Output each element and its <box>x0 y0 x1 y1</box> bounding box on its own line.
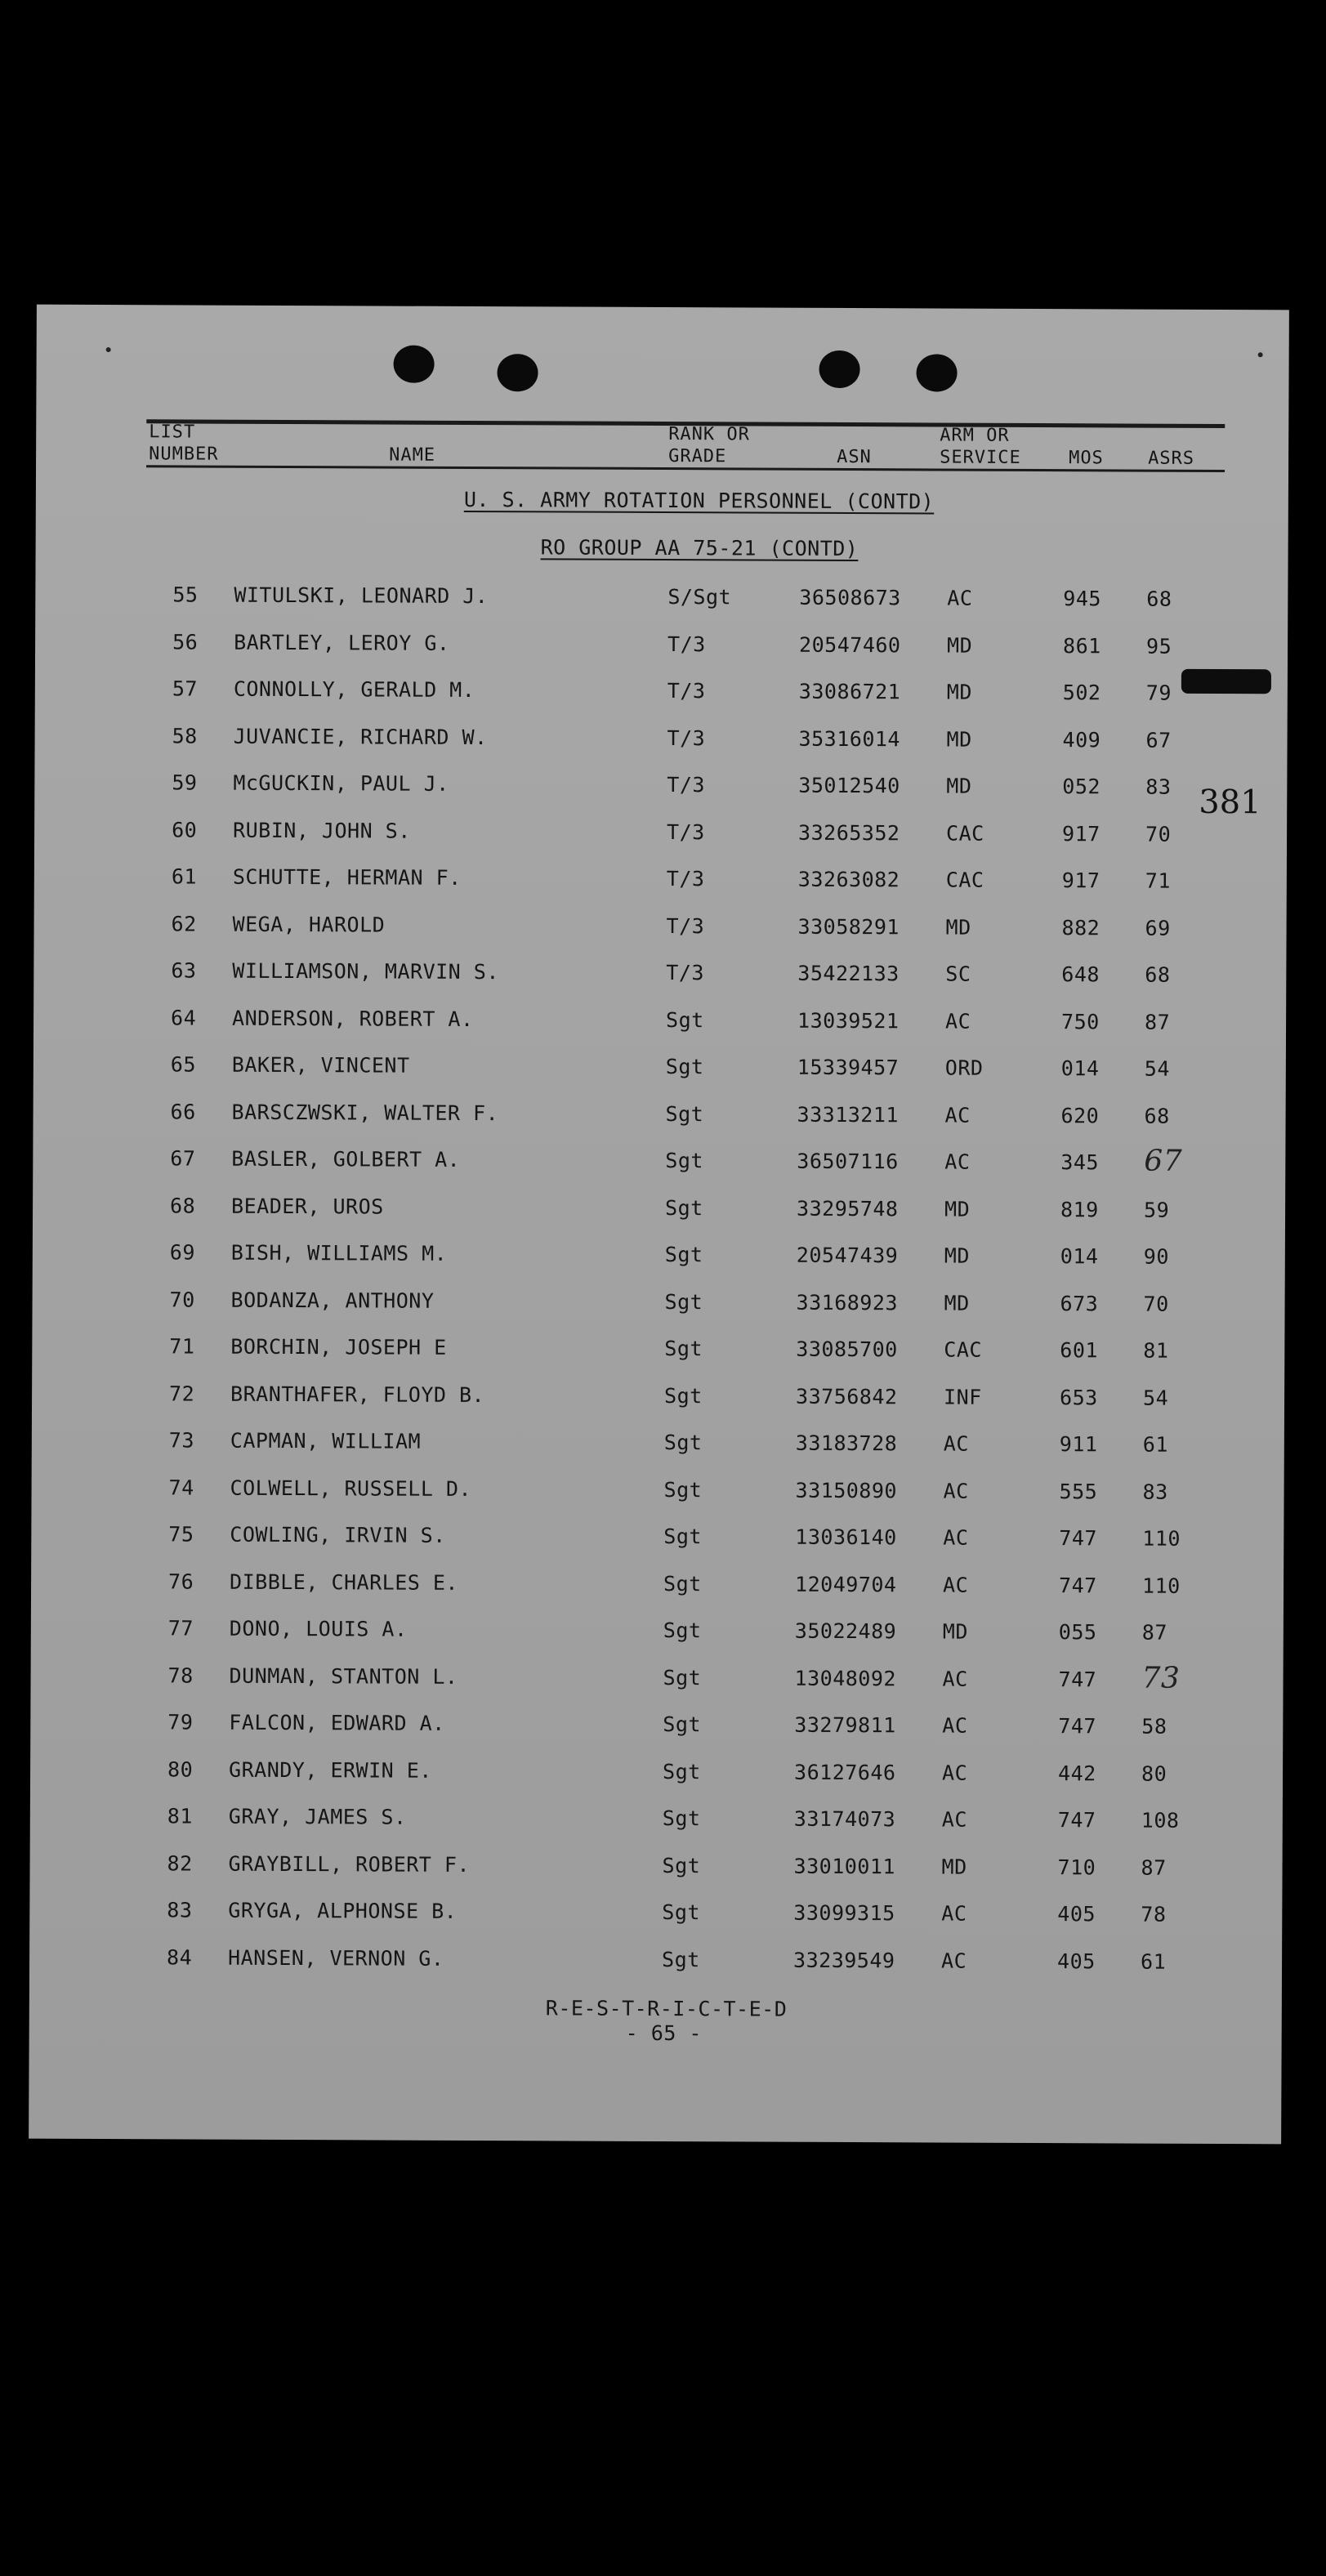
cell-rank-grade: T/3 <box>666 913 705 938</box>
table-row <box>29 1898 1282 1950</box>
cell-person-name: DIBBLE, CHARLES E. <box>230 1569 459 1595</box>
cell-list-number: 64 <box>171 1005 197 1030</box>
table-row <box>31 1569 1284 1621</box>
cell-asn: 33086721 <box>798 679 901 704</box>
cell-asn: 33263082 <box>797 867 900 892</box>
cell-arm-service: AC <box>941 1807 967 1832</box>
cell-person-name: RUBIN, JOHN S. <box>233 818 411 843</box>
cell-person-name: JUVANCIE, RICHARD W. <box>233 724 488 749</box>
cell-person-name: WITULSKI, LEONARD J. <box>234 583 489 609</box>
cell-asrs: 80 <box>1141 1761 1168 1786</box>
cell-asn: 33085700 <box>796 1337 898 1362</box>
cell-list-number: 66 <box>170 1099 196 1124</box>
cell-mos: 819 <box>1060 1197 1099 1221</box>
cell-asrs: 110 <box>1142 1526 1181 1551</box>
speck <box>106 347 111 352</box>
table-row <box>34 770 1287 823</box>
cell-list-number: 71 <box>169 1334 195 1359</box>
cell-rank-grade: T/3 <box>667 725 706 750</box>
cell-person-name: WILLIAMSON, MARVIN S. <box>232 958 499 984</box>
cell-asrs: 67 <box>1144 1144 1183 1178</box>
cell-asrs: 83 <box>1142 1480 1168 1504</box>
cell-asn: 33168923 <box>796 1290 899 1315</box>
cell-arm-service: AC <box>943 1573 969 1597</box>
cell-arm-service: AC <box>942 1761 968 1785</box>
cell-rank-grade: Sgt <box>662 1806 701 1831</box>
cell-mos: 502 <box>1062 681 1101 705</box>
cell-mos: 917 <box>1061 868 1101 893</box>
cell-arm-service: MD <box>944 1243 971 1268</box>
cell-arm-service: AC <box>941 1949 967 1973</box>
cell-rank-grade: Sgt <box>664 1383 703 1408</box>
cell-mos: 747 <box>1059 1573 1097 1597</box>
cell-asrs: 110 <box>1142 1574 1181 1598</box>
punch-hole <box>916 354 957 391</box>
cell-person-name: BARTLEY, LEROY G. <box>234 630 450 655</box>
cell-list-number: 78 <box>167 1663 194 1688</box>
cell-arm-service: AC <box>942 1713 968 1738</box>
cell-mos: 945 <box>1063 587 1102 611</box>
cell-rank-grade: Sgt <box>662 1900 701 1925</box>
cell-asrs: 61 <box>1141 1949 1167 1974</box>
cell-mos: 405 <box>1057 1902 1096 1926</box>
cell-asrs: 54 <box>1143 1386 1169 1410</box>
cell-asrs: 58 <box>1141 1714 1168 1739</box>
cell-arm-service: CAC <box>945 868 984 892</box>
cell-asn: 33279811 <box>794 1712 896 1738</box>
classification-footer: R-E-S-T-R-I-C-T-E-D <box>545 1996 788 2021</box>
cell-arm-service: MD <box>944 1197 971 1221</box>
cell-mos: 882 <box>1061 915 1101 940</box>
cell-mos: 917 <box>1062 821 1101 846</box>
table-row <box>34 723 1287 775</box>
cell-list-number: 57 <box>172 676 199 701</box>
cell-asn: 33756842 <box>796 1384 898 1409</box>
cell-asrs: 87 <box>1145 1010 1171 1034</box>
cell-mos: 653 <box>1060 1385 1098 1409</box>
cell-arm-service: INF <box>944 1385 982 1409</box>
cell-person-name: DUNMAN, STANTON L. <box>229 1663 458 1689</box>
cell-person-name: GRANDY, ERWIN E. <box>229 1757 432 1783</box>
page-subtitle: RO GROUP AA 75-21 (CONTD) <box>540 535 859 561</box>
header-name: NAME <box>389 444 436 466</box>
cell-arm-service: AC <box>941 1901 967 1926</box>
cell-list-number: 76 <box>168 1569 194 1594</box>
cell-arm-service: MD <box>946 680 973 704</box>
cell-asrs: 54 <box>1144 1056 1171 1081</box>
cell-list-number: 60 <box>172 817 198 842</box>
cell-asn: 13039521 <box>797 1008 900 1033</box>
table-row <box>33 911 1286 963</box>
cell-mos: 014 <box>1060 1244 1099 1269</box>
table-row <box>31 1616 1284 1668</box>
cell-person-name: WEGA, HAROLD <box>232 912 386 937</box>
cell-asrs: 70 <box>1143 1292 1169 1316</box>
cell-asrs: 87 <box>1141 1620 1168 1645</box>
table-row <box>29 1944 1282 1997</box>
cell-arm-service: AC <box>947 586 973 610</box>
cell-asn: 33295748 <box>797 1196 899 1221</box>
cell-asrs: 59 <box>1144 1198 1170 1222</box>
cell-mos: 052 <box>1062 775 1101 799</box>
cell-rank-grade: Sgt <box>662 1947 700 1971</box>
table-row <box>34 864 1287 917</box>
cell-person-name: COWLING, IRVIN S. <box>230 1522 446 1547</box>
cell-mos: 750 <box>1061 1009 1100 1034</box>
cell-asn: 13048092 <box>794 1666 897 1690</box>
cell-rank-grade: Sgt <box>663 1477 703 1502</box>
cell-list-number: 55 <box>172 583 199 607</box>
cell-list-number: 77 <box>167 1616 194 1641</box>
table-row <box>31 1475 1284 1527</box>
cell-arm-service: MD <box>942 1619 969 1644</box>
cell-asrs: 87 <box>1141 1855 1167 1880</box>
cell-rank-grade: Sgt <box>663 1712 702 1737</box>
cell-arm-service: AC <box>943 1525 969 1550</box>
cell-rank-grade: T/3 <box>666 961 705 985</box>
table-row <box>34 817 1287 869</box>
cell-rank-grade: T/3 <box>667 632 706 656</box>
table-row <box>31 1522 1284 1574</box>
cell-asn: 33265352 <box>798 820 900 845</box>
cell-list-number: 70 <box>169 1287 195 1312</box>
cell-arm-service: AC <box>944 1150 971 1174</box>
cell-rank-grade: T/3 <box>667 819 705 844</box>
cell-rank-grade: Sgt <box>665 1055 704 1079</box>
cell-mos: 747 <box>1057 1808 1096 1833</box>
table-row <box>32 1428 1284 1480</box>
cell-asrs: 70 <box>1145 822 1172 846</box>
cell-person-name: GRAY, JAMES S. <box>228 1804 407 1829</box>
cell-rank-grade: T/3 <box>666 867 705 891</box>
cell-arm-service: AC <box>944 1103 971 1127</box>
cell-asn: 12049704 <box>795 1572 897 1596</box>
cell-person-name: BRANTHAFER, FLOYD B. <box>230 1382 485 1407</box>
cell-mos: 620 <box>1060 1103 1100 1127</box>
cell-asrs: 68 <box>1146 587 1172 611</box>
margin-note: 381 <box>1199 783 1261 822</box>
cell-asn: 33010011 <box>793 1854 896 1878</box>
cell-asrs: 90 <box>1143 1244 1170 1269</box>
cell-mos: 014 <box>1060 1056 1100 1081</box>
cell-rank-grade: Sgt <box>663 1571 702 1596</box>
cell-person-name: GRAYBILL, ROBERT F. <box>228 1851 471 1877</box>
cell-arm-service: MD <box>941 1855 967 1879</box>
cell-rank-grade: T/3 <box>667 679 706 703</box>
table-row <box>33 1005 1286 1057</box>
page-number: - 65 - <box>625 2020 703 2046</box>
cell-person-name: CAPMAN, WILLIAM <box>230 1428 422 1453</box>
page-title: U. S. ARMY ROTATION PERSONNEL (CONTD) <box>463 487 935 514</box>
table-row <box>33 1052 1286 1105</box>
cell-asn: 33174073 <box>793 1806 896 1832</box>
cell-arm-service: MD <box>945 915 971 940</box>
cell-asrs: 95 <box>1146 634 1172 659</box>
cell-asrs: 67 <box>1145 728 1172 752</box>
cell-asrs: 61 <box>1142 1432 1169 1457</box>
header-asn: ASN <box>837 446 872 468</box>
cell-list-number: 68 <box>170 1193 196 1218</box>
cell-arm-service: ORD <box>944 1056 984 1080</box>
cell-person-name: BORCHIN, JOSEPH E <box>230 1334 447 1359</box>
cell-list-number: 72 <box>169 1381 195 1406</box>
cell-rank-grade: Sgt <box>664 1289 703 1314</box>
cell-list-number: 82 <box>167 1851 193 1876</box>
cell-asrs: 81 <box>1143 1338 1169 1363</box>
header-arm-line1: ARM OR <box>940 425 1010 446</box>
cell-arm-service: MD <box>946 727 972 752</box>
cell-list-number: 75 <box>168 1522 194 1547</box>
table-row <box>35 629 1288 681</box>
table-row <box>35 676 1288 729</box>
table-row <box>35 583 1288 635</box>
header-mos: MOS <box>1069 448 1104 469</box>
cell-rank-grade: Sgt <box>663 1759 701 1784</box>
cell-person-name: COLWELL, RUSSELL D. <box>230 1476 472 1501</box>
cell-asn: 35012540 <box>798 773 900 798</box>
cell-rank-grade: Sgt <box>663 1525 703 1549</box>
cell-rank-grade: Sgt <box>665 1195 703 1220</box>
document-page <box>29 305 1289 2145</box>
cell-list-number: 58 <box>172 723 198 748</box>
table-row <box>33 1099 1285 1151</box>
cell-rank-grade: Sgt <box>663 1431 703 1455</box>
header-arm-line2: SERVICE <box>940 447 1021 468</box>
table-row <box>30 1757 1283 1809</box>
cell-arm-service: CAC <box>944 1337 983 1362</box>
redaction-mark <box>1181 669 1271 694</box>
punch-hole <box>819 350 859 388</box>
cell-arm-service: AC <box>943 1431 970 1456</box>
cell-mos: 861 <box>1063 633 1101 658</box>
cell-rank-grade: S/Sgt <box>667 585 732 609</box>
cell-list-number: 56 <box>172 629 199 654</box>
cell-arm-service: MD <box>947 633 973 658</box>
cell-rank-grade: Sgt <box>665 1149 704 1173</box>
cell-mos: 442 <box>1058 1761 1096 1785</box>
cell-mos: 710 <box>1057 1855 1096 1879</box>
cell-rank-grade: Sgt <box>663 1618 702 1643</box>
cell-arm-service: MD <box>946 774 972 798</box>
cell-person-name: BARSCZWSKI, WALTER F. <box>231 1100 499 1125</box>
cell-person-name: DONO, LOUIS A. <box>229 1616 408 1641</box>
cell-rank-grade: Sgt <box>663 1665 702 1690</box>
cell-person-name: BAKER, VINCENT <box>231 1052 410 1078</box>
cell-asrs: 83 <box>1145 775 1172 799</box>
cell-list-number: 83 <box>167 1898 193 1922</box>
header-rank-line1: RANK OR <box>668 424 750 445</box>
cell-person-name: HANSEN, VERNON G. <box>228 1945 444 1971</box>
cell-mos: 911 <box>1059 1432 1098 1457</box>
cell-asrs: 79 <box>1145 681 1172 705</box>
cell-asn: 33099315 <box>793 1900 895 1926</box>
cell-asn: 20547460 <box>799 632 901 657</box>
cell-asn: 36127646 <box>794 1760 896 1784</box>
table-row <box>33 1146 1285 1199</box>
table-row <box>33 1193 1285 1245</box>
cell-arm-service: CAC <box>946 821 984 846</box>
cell-person-name: ANDERSON, ROBERT A. <box>232 1006 474 1031</box>
cell-asn: 33150890 <box>795 1478 898 1502</box>
cell-person-name: McGUCKIN, PAUL J. <box>233 770 449 796</box>
cell-list-number: 67 <box>170 1146 196 1171</box>
cell-arm-service: SC <box>945 962 971 986</box>
cell-asn: 13036140 <box>795 1525 897 1550</box>
cell-mos: 409 <box>1062 727 1101 752</box>
cell-list-number: 65 <box>170 1052 197 1077</box>
cell-mos: 345 <box>1060 1150 1100 1175</box>
table-row <box>29 1851 1282 1903</box>
speck <box>1258 352 1263 357</box>
cell-mos: 747 <box>1058 1667 1097 1691</box>
cell-asrs: 68 <box>1144 1104 1170 1128</box>
cell-arm-service: AC <box>942 1667 968 1691</box>
cell-list-number: 69 <box>169 1240 196 1265</box>
cell-mos: 405 <box>1057 1949 1096 1973</box>
cell-person-name: SCHUTTE, HERMAN F. <box>232 864 462 890</box>
cell-person-name: GRYGA, ALPHONSE B. <box>228 1898 458 1923</box>
cell-person-name: BODANZA, ANTHONY <box>230 1288 435 1313</box>
cell-person-name: BEADER, UROS <box>231 1194 384 1219</box>
cell-asrs: 78 <box>1141 1902 1167 1926</box>
cell-list-number: 74 <box>168 1475 194 1500</box>
cell-asn: 36508673 <box>799 585 901 610</box>
cell-list-number: 80 <box>167 1757 194 1782</box>
cell-asn: 33239549 <box>793 1948 895 1972</box>
cell-list-number: 59 <box>172 770 198 795</box>
cell-asn: 33058291 <box>797 914 900 939</box>
cell-mos: 747 <box>1059 1526 1098 1551</box>
cell-mos: 648 <box>1061 962 1101 987</box>
cell-asrs: 71 <box>1145 868 1172 893</box>
cell-list-number: 84 <box>167 1944 193 1970</box>
cell-person-name: FALCON, EDWARD A. <box>229 1710 445 1735</box>
cell-asn: 33183728 <box>795 1431 898 1456</box>
table-row <box>33 1240 1285 1292</box>
cell-asn: 35316014 <box>798 726 901 751</box>
cell-mos: 601 <box>1060 1338 1099 1363</box>
cell-asn: 35022489 <box>794 1618 897 1644</box>
cell-asrs: 108 <box>1141 1808 1180 1833</box>
cell-arm-service: AC <box>945 1009 971 1034</box>
table-row <box>30 1663 1283 1715</box>
table-row <box>33 958 1286 1011</box>
cell-asn: 20547439 <box>796 1243 899 1268</box>
table-row <box>32 1287 1284 1339</box>
cell-rank-grade: Sgt <box>662 1853 701 1877</box>
header-list-line2: NUMBER <box>149 444 219 465</box>
cell-asn: 36507116 <box>797 1149 899 1174</box>
cell-asrs: 69 <box>1145 916 1171 940</box>
cell-person-name: BISH, WILLIAMS M. <box>230 1240 448 1266</box>
cell-rank-grade: Sgt <box>665 1101 704 1126</box>
table-row <box>30 1710 1283 1762</box>
punch-hole <box>393 346 434 383</box>
table-row <box>32 1334 1284 1386</box>
cell-rank-grade: Sgt <box>666 1007 704 1032</box>
cell-asrs: 73 <box>1141 1661 1181 1695</box>
table-row <box>30 1804 1283 1856</box>
cell-list-number: 61 <box>171 864 198 889</box>
cell-rank-grade: Sgt <box>664 1243 703 1267</box>
cell-list-number: 81 <box>167 1804 194 1828</box>
cell-mos: 673 <box>1060 1291 1099 1315</box>
cell-list-number: 79 <box>167 1710 194 1734</box>
cell-person-name: CONNOLLY, GERALD M. <box>233 676 475 703</box>
cell-person-name: BASLER, GOLBERT A. <box>231 1146 461 1172</box>
cell-rank-grade: Sgt <box>664 1337 703 1361</box>
cell-list-number: 63 <box>171 958 197 983</box>
cell-list-number: 62 <box>171 911 197 936</box>
punch-hole <box>497 354 538 391</box>
cell-arm-service: AC <box>943 1479 969 1503</box>
cell-mos: 555 <box>1059 1479 1098 1503</box>
cell-asn: 35422133 <box>797 961 900 986</box>
cell-list-number: 73 <box>168 1428 195 1453</box>
cell-rank-grade: T/3 <box>667 773 706 797</box>
cell-mos: 055 <box>1058 1620 1097 1645</box>
cell-asn: 33313211 <box>797 1102 900 1127</box>
cell-arm-service: MD <box>944 1291 970 1315</box>
cell-asn: 15339457 <box>797 1055 900 1080</box>
header-rank-line2: GRADE <box>668 446 727 467</box>
header-list-line1: LIST <box>149 422 196 443</box>
header-asrs: ASRS <box>1148 448 1195 469</box>
table-row <box>32 1381 1284 1433</box>
cell-asrs: 68 <box>1145 962 1171 987</box>
cell-mos: 747 <box>1058 1714 1097 1739</box>
